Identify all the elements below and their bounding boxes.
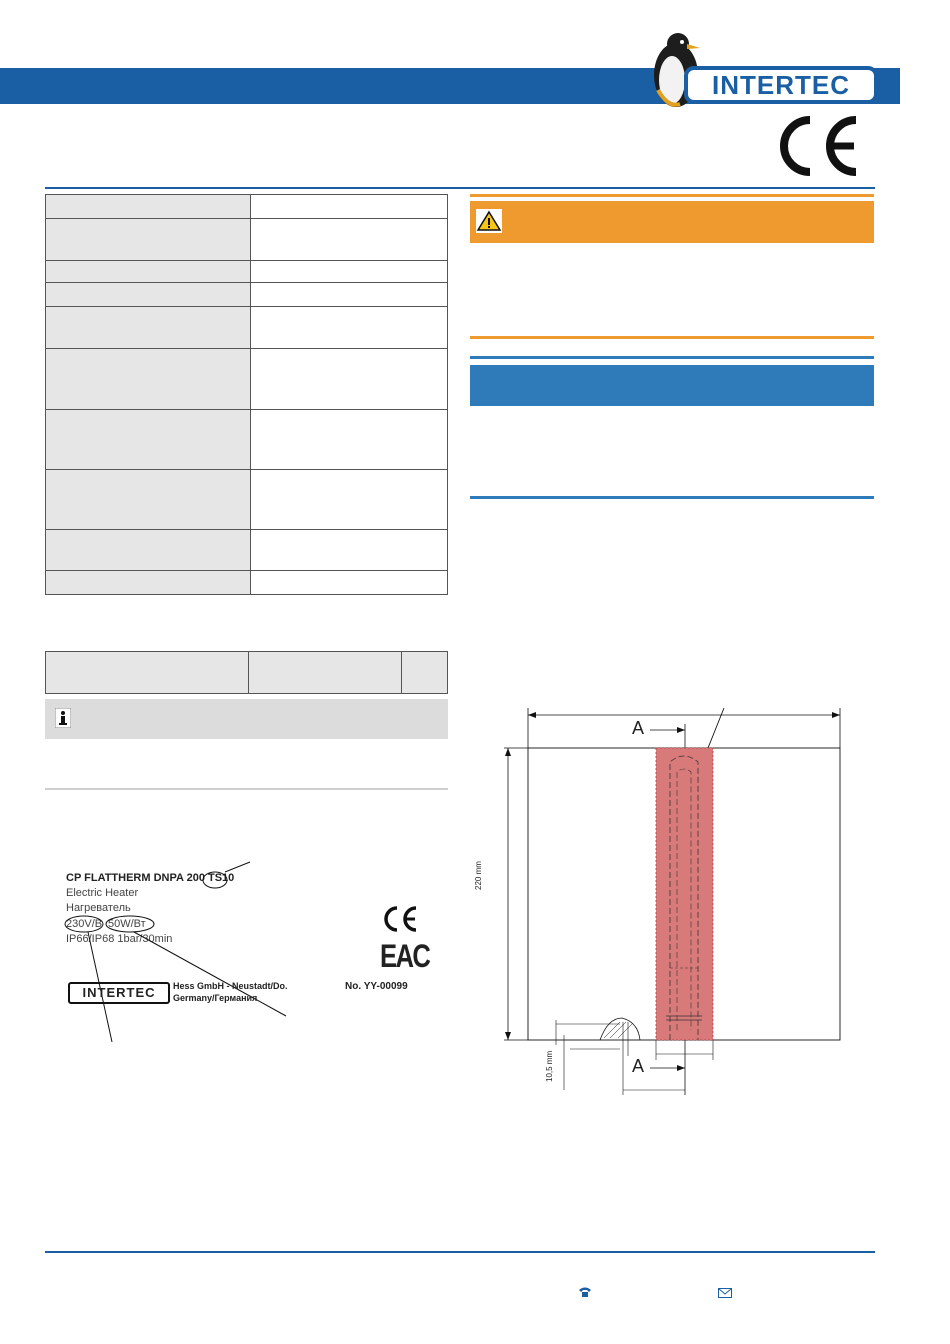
nameplate-illustration [60, 850, 450, 1050]
table-row [46, 195, 448, 219]
table-row [46, 283, 448, 307]
warning-bottom-rule [470, 336, 874, 339]
table-row [46, 530, 448, 571]
table-row [46, 219, 448, 261]
ordering-table [45, 651, 448, 694]
nameplate-ip-rating: IP66/IP68 1bar/30min [66, 933, 173, 945]
nameplate-voltage: 230V/B [66, 918, 103, 930]
note-bottom-rule [470, 496, 874, 499]
specifications-table [45, 194, 448, 595]
info-box [45, 699, 448, 739]
table-row [46, 470, 448, 530]
table-row [46, 652, 448, 694]
nameplate-maker-line1: Hess GmbH - Neustadt/Do. [173, 981, 288, 991]
footer-divider [45, 1251, 875, 1253]
top-divider [45, 187, 875, 189]
offset-dimension: 10,5 mm [545, 1050, 554, 1082]
nameplate-product: CP FLATTHERM DNPA 200 TS10 [66, 872, 235, 884]
brand-logo [638, 30, 884, 110]
penguin-logo-icon [638, 30, 884, 110]
logo-text: INTERTEC [712, 70, 850, 100]
ce-mark-icon [770, 112, 862, 180]
nameplate-ce-icon [382, 905, 418, 933]
table-row [46, 261, 448, 283]
nameplate-maker-line2: Germany/Германия [173, 993, 258, 1003]
mail-icon[interactable] [718, 1288, 732, 1298]
nameplate-power: 50W/Вт [108, 918, 146, 930]
eac-mark: EAC [380, 938, 430, 974]
table-row [46, 349, 448, 410]
nameplate-line-en: Electric Heater [66, 887, 139, 899]
nameplate-logo: INTERTEC [68, 982, 170, 1004]
height-dimension: 220 mm [474, 861, 483, 890]
table-row [46, 307, 448, 349]
note-banner [470, 365, 874, 406]
section-divider [45, 788, 448, 790]
nameplate-cert-no: No. YY-00099 [345, 981, 408, 992]
warning-triangle-icon [476, 209, 502, 233]
table-row [46, 571, 448, 595]
warning-banner [470, 201, 874, 243]
note-top-rule [470, 356, 874, 359]
heater-technical-drawing [490, 700, 850, 1100]
section-label-top: A [632, 718, 645, 738]
nameplate-line-ru: Нагреватель [66, 902, 131, 914]
warning-top-rule [470, 194, 874, 197]
section-label-bottom: A [632, 1056, 645, 1076]
table-row [46, 410, 448, 470]
info-icon [55, 708, 71, 728]
phone-icon[interactable] [578, 1286, 592, 1298]
